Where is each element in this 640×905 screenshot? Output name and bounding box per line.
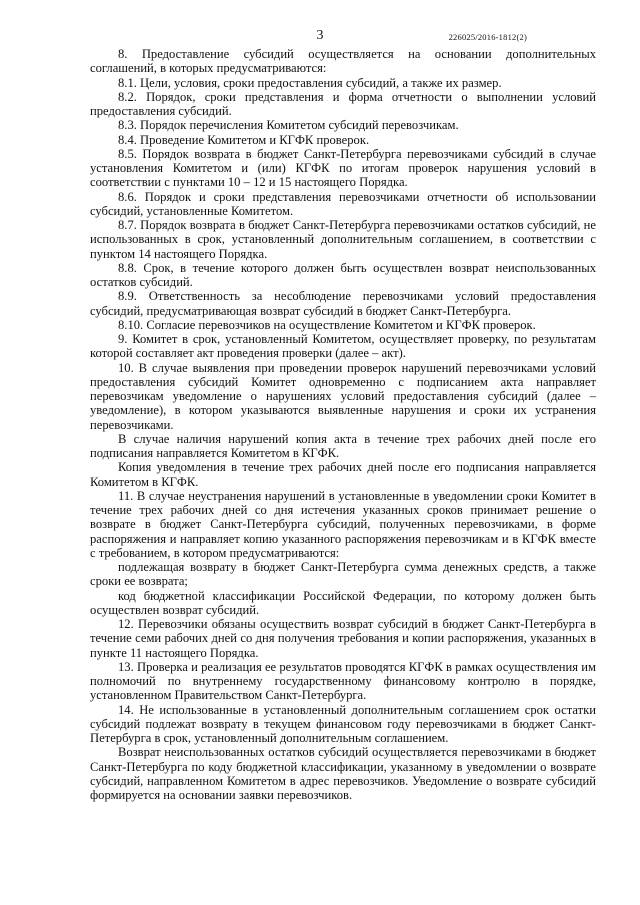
document-id: 226025/2016-1812(2) bbox=[448, 32, 527, 42]
paragraph-8-7: 8.7. Порядок возврата в бюджет Санкт-Петербурга перевозчиками остатков субсидий, не использованных в срок, установленный дополнительным соглашением, в соответствии с пунктом 14 настоящего Порядка. bbox=[90, 218, 596, 261]
paragraph-8-8: 8.8. Срок, в течение которого должен быть осуществлен возврат неиспользованных остатков субсидий. bbox=[90, 260, 596, 289]
paragraph-8-10: 8.10. Согласие перевозчиков на осуществление Комитетом и КГФК проверок. bbox=[118, 317, 536, 332]
paragraph-11: 11. В случае неустранения нарушений в установленные в уведомлении сроки Комитет в течение трех рабочих дней со дня истечения указанных сроков принимает решение о возврате в бюджет Санкт-Петербурга субсидий, полученных перевозчиками, в форме распоряжения и направляет копию указанного распоряжения перевозчикам и в КГФК вместе с требованием, в котором предусматриваются: bbox=[90, 488, 596, 560]
paragraph-10-notice-copy: Копия уведомления в течение трех рабочих дней после его подписания направляется Комитетом в КГФК. bbox=[90, 460, 596, 489]
paragraph-10: 10. В случае выявления при проведении проверок нарушений перевозчиками условий предоставления субсидий Комитет одновременно с подписанием акта направляет перевозчикам уведомление о нарушениях условий предоставления субсидий (далее – уведомление), в котором указываются выявленные нарушения и сроки их устранения перевозчиками. bbox=[90, 360, 596, 432]
paragraph-8-9: 8.9. Ответственность за несоблюдение перевозчиками условий предоставления субсидий, предусматривающая возврат субсидий в бюджет Санкт-Петербурга. bbox=[90, 289, 596, 318]
paragraph-14: 14. Не использованные в установленный дополнительным соглашением срок остатки субсидий подлежат возврату в текущем финансовом году перевозчиками в бюджет Санкт-Петербурга в срок, установленный дополнительным соглашением. bbox=[90, 702, 596, 745]
paragraph-8: 8. Предоставление субсидий осуществляется на основании дополнительных соглашений, в которых предусматриваются: bbox=[90, 47, 596, 76]
paragraph-8-3: 8.3. Порядок перечисления Комитетом субсидий перевозчикам. bbox=[118, 118, 459, 133]
paragraph-8-5: 8.5. Порядок возврата в бюджет Санкт-Петербурга перевозчиками субсидий в случае установления Комитетом и (или) КГФК по итогам проверок нарушения условий в соответствии с пунктами 10 – 12 и 15 настоящего Порядка. bbox=[90, 146, 596, 190]
paragraph-8-2: 8.2. Порядок, сроки представления и форма отчетности о выполнении условий предоставления субсидий. bbox=[90, 89, 596, 118]
paragraph-11-amount: подлежащая возврату в бюджет Санкт-Петербурга сумма денежных средств, а также сроки ее возврата; bbox=[90, 560, 596, 589]
paragraph-9: 9. Комитет в срок, установленный Комитетом, осуществляет проверку, по результатам которой составляет акт проведения проверки (далее – акт). bbox=[90, 332, 596, 361]
page-number: 3 bbox=[316, 28, 324, 43]
paragraph-12: 12. Перевозчики обязаны осуществить возврат субсидий в бюджет Санкт-Петербурга в течение семи рабочих дней со дня получения требования и копии распоряжения, указанных в пункте 11 настоящего Порядка. bbox=[90, 617, 596, 660]
paragraph-8-4: 8.4. Проведение Комитетом и КГФК проверок. bbox=[118, 132, 370, 147]
document-body bbox=[90, 47, 596, 802]
paragraph-8-6: 8.6. Порядок и сроки представления перевозчиками отчетности об использовании субсидий, установленные Комитетом. bbox=[90, 189, 596, 218]
paragraph-10-act-copy: В случае наличия нарушений копия акта в течение трех рабочих дней после его подписания направляется Комитетом в КГФК. bbox=[90, 431, 596, 460]
paragraph-8-1: 8.1. Цели, условия, сроки предоставления субсидий, а также их размер. bbox=[118, 75, 502, 90]
paragraph-14-return: Возврат неиспользованных остатков субсидий осуществляется перевозчиками в бюджет Санкт-Петербурга по коду бюджетной классификации, указанному в уведомлении о возврате субсидий, направленном Комитетом в адрес перевозчиков. Уведомление о возврате субсидий формируется на основании заявки перевозчиков. bbox=[90, 745, 596, 802]
paragraph-13: 13. Проверка и реализация ее результатов проводятся КГФК в рамках осуществления им полномочий по внутреннему государственному финансовому контролю в порядке, установленном Правительством Санкт-Петербурга. bbox=[90, 659, 596, 703]
paragraph-11-code: код бюджетной классификации Российской Федерации, по которому должен быть осуществлен возврат субсидий. bbox=[90, 588, 596, 617]
